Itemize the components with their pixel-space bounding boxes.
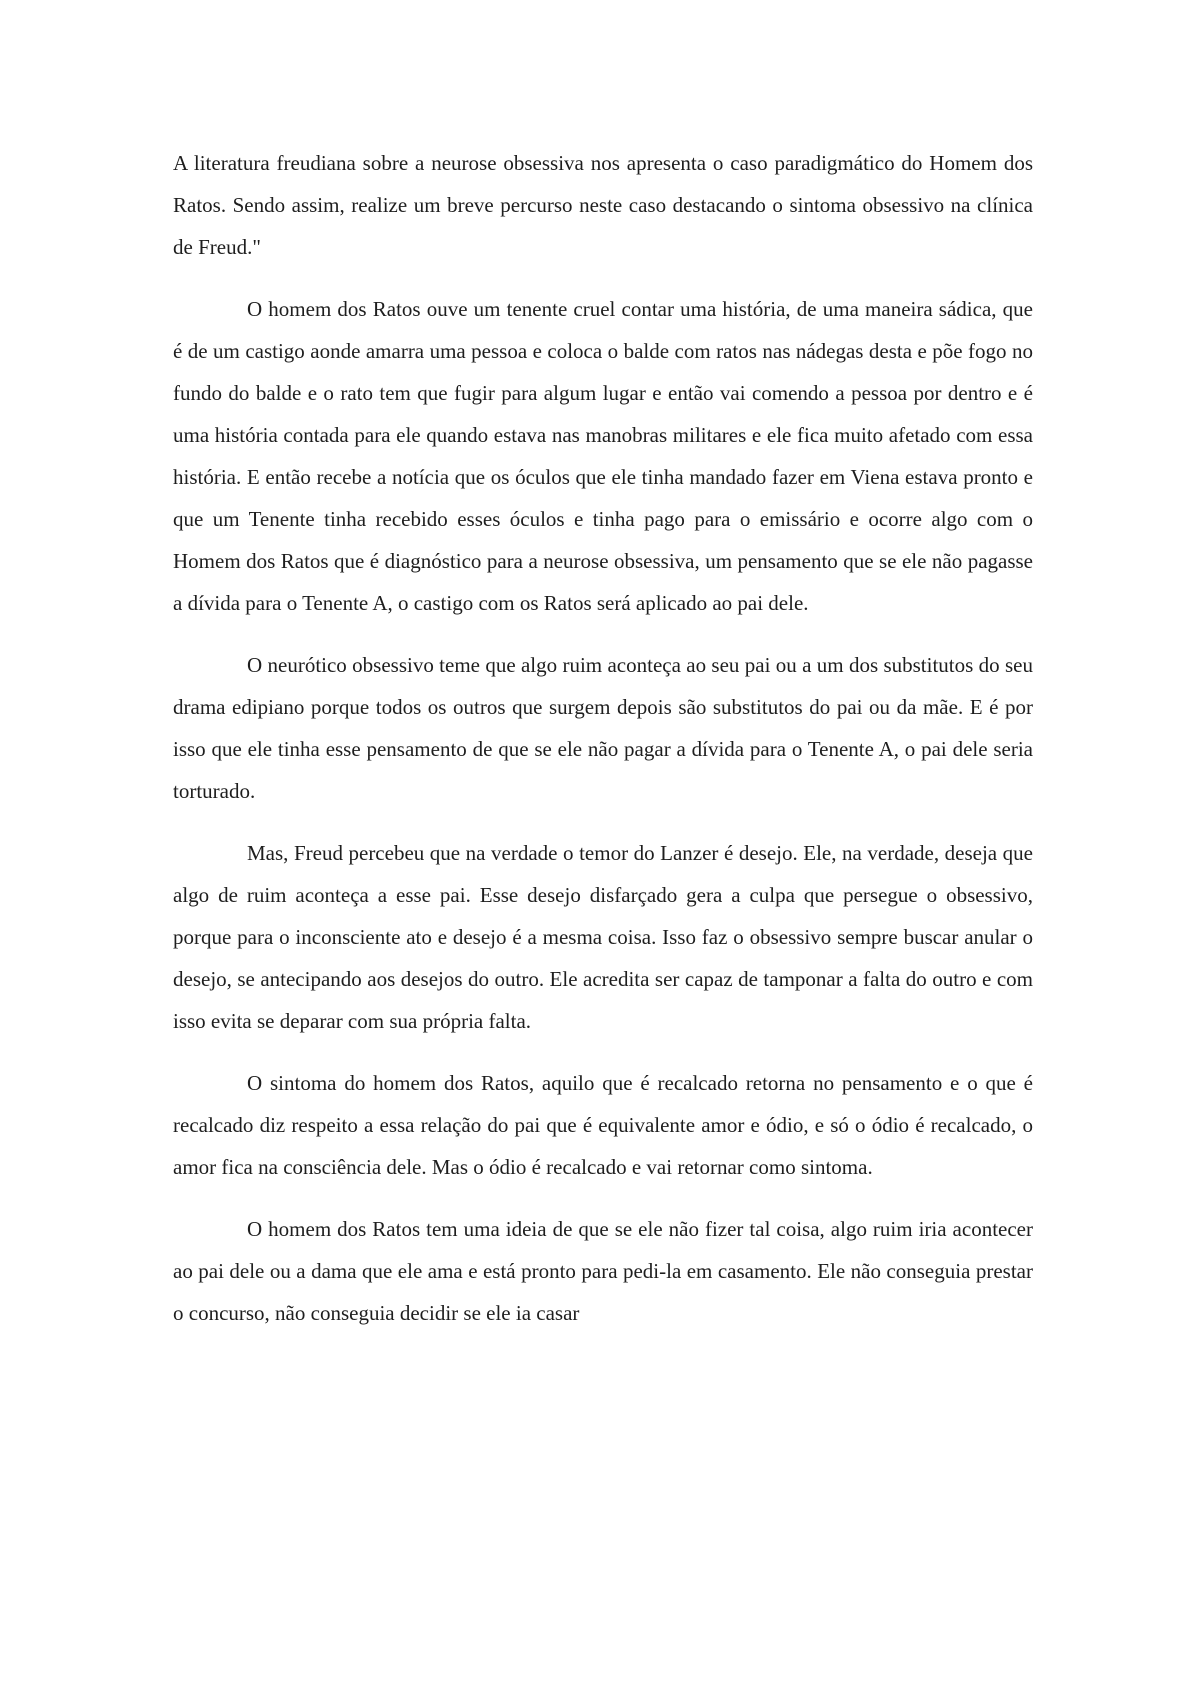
paragraph-4: O sintoma do homem dos Ratos, aquilo que é recalcado retorna no pensamento e o que é recalcado diz respeito a essa relação do pai que é equivalente amor e ódio, e só o ódio é recalcado, o amor fica na consciência dele. Mas o ódio é recalcado e vai retornar como sintoma. (173, 1071, 1033, 1179)
paragraph-3: Mas, Freud percebeu que na verdade o temor do Lanzer é desejo. Ele, na verdade, deseja que algo de ruim aconteça a esse pai. Esse desejo disfarçado gera a culpa que persegue o obsessivo, porque para o inconsciente ato e desejo é a mesma coisa. Isso faz o obsessivo sempre buscar anular o desejo, se antecipando aos desejos do outro. Ele acredita ser capaz de tamponar a falta do outro e com isso evita se deparar com sua própria falta. (173, 841, 1033, 1033)
paragraph-2: O neurótico obsessivo teme que algo ruim aconteça ao seu pai ou a um dos substitutos do seu drama edipiano porque todos os outros que surgem depois são substitutos do pai ou da mãe. E é por isso que ele tinha esse pensamento de que se ele não pagar a dívida para o Tenente A, o pai dele seria torturado. (173, 653, 1033, 803)
paragraph-5: O homem dos Ratos tem uma ideia de que se ele não fizer tal coisa, algo ruim iria acontecer ao pai dele ou a dama que ele ama e está pronto para pedi-la em casamento. Ele não conseguia prestar o concurso, não conseguia decidir se ele ia casar (173, 1217, 1033, 1325)
paragraph-1: O homem dos Ratos ouve um tenente cruel contar uma história, de uma maneira sádica, que é de um castigo aonde amarra uma pessoa e coloca o balde com ratos nas nádegas desta e põe fogo no fundo do balde e o rato tem que fugir para algum lugar e então vai comendo a pessoa por dentro e é uma história contada para ele quando estava nas manobras militares e ele fica muito afetado com essa história. E então recebe a notícia que os óculos que ele tinha mandado fazer em Viena estava pronto e que um Tenente tinha recebido esses óculos e tinha pago para o emissário e ocorre algo com o Homem dos Ratos que é diagnóstico para a neurose obsessiva, um pensamento que se ele não pagasse a dívida para o Tenente A, o castigo com os Ratos será aplicado ao pai dele. (173, 297, 1033, 615)
intro-paragraph: A literatura freudiana sobre a neurose obsessiva nos apresenta o caso paradigmático do Homem dos Ratos. Sendo assim, realize um breve percurso neste caso destacando o sintoma obsessivo na clínica de Freud." (173, 151, 1033, 259)
document-body (173, 142, 1033, 1334)
